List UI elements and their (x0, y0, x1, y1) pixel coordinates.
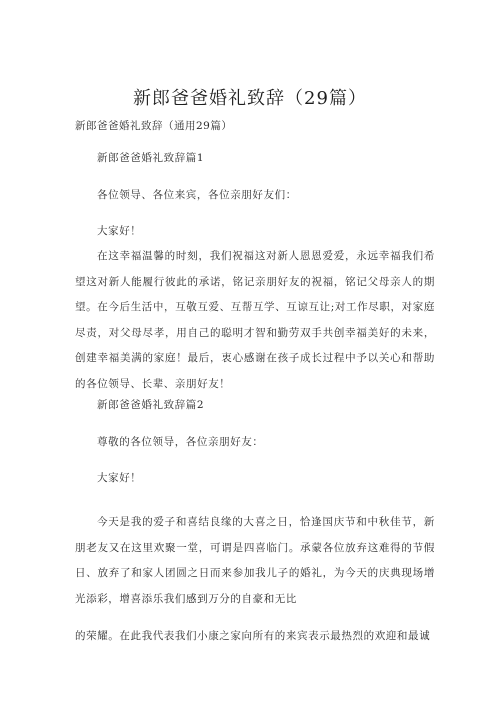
section1-salutation: 各位领导、各位来宾，各位亲朋好友们： (97, 189, 297, 201)
section2-body: 今天是我的爱子和喜结良缘的大喜之日，恰逢国庆节和中秋佳节，新朋老友又在这里欢聚一堂，可谓是四喜临门。承蒙各位放弃这难得的节假日、放弃了和家人团圆之日而来参加我儿子的婚礼，为今天的庆典现场增光添彩，增喜添乐我们感到万分的自豪和无比 (75, 516, 435, 605)
section1-body: 在这幸福温馨的时刻，我们祝福这对新人恩恩爱爱，永远幸福我们希望这对新人能履行彼此的承诺，铭记亲朋好友的祝福，铭记父母亲人的期望。在今后生活中，互敬互爱、互帮互学、互谅互让;对工作尽职，对家庭尽责，对父母尽孝，用自己的聪明才智和勤劳双手共创幸福美好的未来，创建幸福美满的家庭！最后，衷心感谢在孩子成长过程中予以关心和帮助的各位领导、长辈、亲朋好友！ (75, 250, 435, 390)
section1-heading: 新郎爸爸婚礼致辞篇1 (97, 152, 205, 164)
section2-salutation: 尊敬的各位领导，各位亲朋好友： (97, 436, 264, 448)
document-title: 新郎爸爸婚礼致辞（29篇） (133, 88, 367, 109)
document-subtitle: 新郎爸爸婚礼致辞（通用29篇） (75, 120, 233, 132)
section2-greeting: 大家好！ (97, 472, 142, 484)
section2-heading: 新郎爸爸婚礼致辞篇2 (97, 399, 205, 411)
section2-continuation: 的荣耀。在此我代表我们小康之家向所有的来宾表示最热烈的欢迎和最诚 (75, 630, 431, 642)
section1-greeting: 大家好！ (97, 225, 142, 237)
